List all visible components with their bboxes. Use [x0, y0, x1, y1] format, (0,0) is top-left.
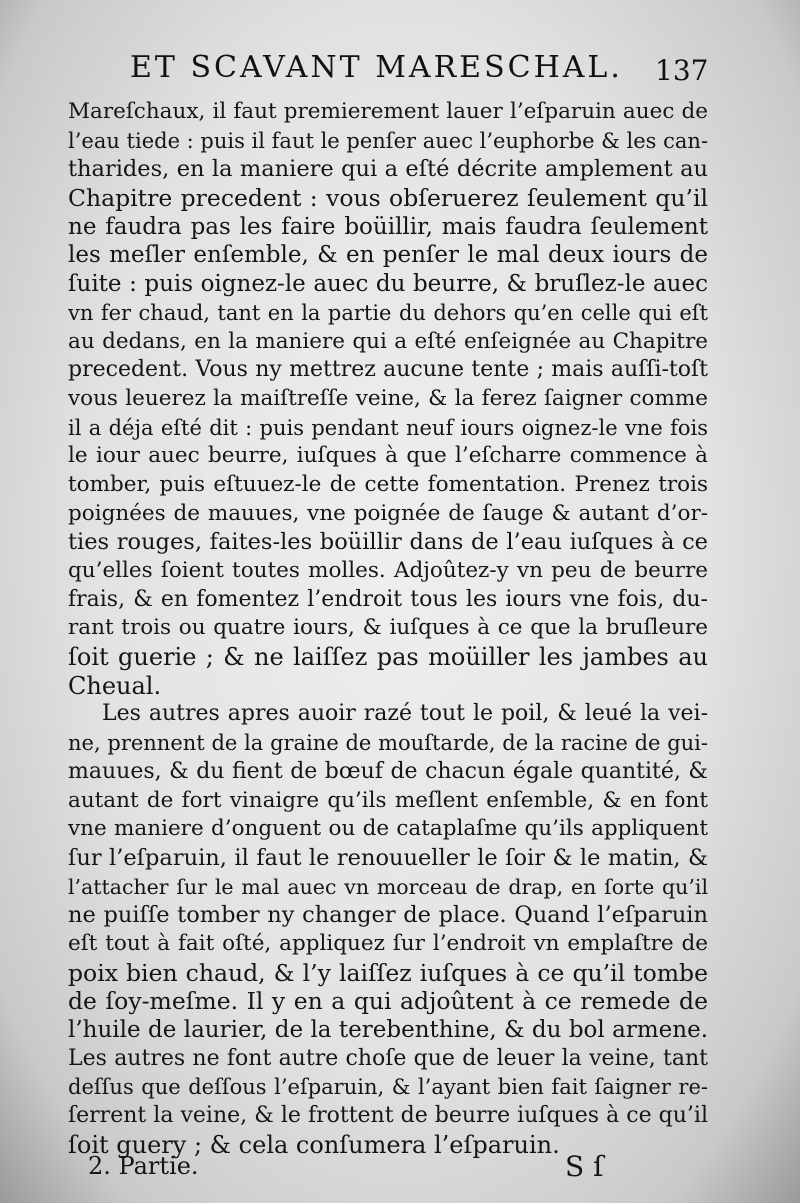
text-line: tharides, en la maniere qui a eſté décrite amplement au: [68, 156, 708, 183]
text-line: au dedans, en la maniere qui a eſté enſeignée au Chapitre: [68, 328, 708, 354]
text-line: ne puiſſe tomber ny changer de place. Quand l’eſparuin: [68, 902, 708, 929]
text-line: vous leuerez la maiſtreſſe veine, & la ferez ſaigner comme: [68, 385, 708, 411]
text-line: Cheual.: [68, 671, 162, 700]
page-header: [0, 50, 800, 90]
text-line: ſoit guerie ; & ne laiſſez pas moüiller les jambes au: [68, 643, 708, 672]
text-line: les meſler enſemble, & en penſer le mal deux iours de: [68, 242, 708, 269]
text-line: ne faudra pas les faire boüillir, mais faudra ſeulement: [68, 213, 708, 240]
text-line: frais, & en fomentez l’endroit tous les iours vne fois, du-: [68, 586, 708, 612]
text-line: ſerrent la veine, & le frottent de beurre iuſques à ce qu’il: [68, 1103, 708, 1129]
signature-mark: S ſ: [565, 1150, 604, 1183]
text-line: ſur l’eſparuin, il faut le renouueller le ſoir & le matin, &: [68, 844, 708, 871]
text-line: autant de fort vinaigre qu’ils meſlent enſemble, & en font: [68, 787, 708, 813]
text-line: le iour auec beurre, iuſques à que l’eſcharre commence à: [68, 443, 708, 469]
text-line: ſuite : puis oignez-le auec du beurre, & bruſlez-le auec: [68, 271, 708, 298]
text-line: ſoit guery ; & cela conſumera l’eſparuin.: [68, 1130, 560, 1159]
text-line: eſt tout à fait oſté, appliquez ſur l’endroit vn emplaſtre de: [68, 930, 708, 956]
text-line: mauues, & du fient de bœuf de chacun égale quantité, &: [68, 758, 708, 784]
text-line: vne maniere d’onguent ou de cataplaſme qu’ils appliquent: [68, 816, 708, 842]
text-line: ne, prennent de la graine de mouſtarde, de la racine de gui-: [68, 731, 708, 756]
text-line: l’eau tiede : puis il faut le penſer auec l’euphorbe & les can-: [68, 128, 708, 153]
part-signature: 2. Partie.: [88, 1152, 199, 1180]
body-text: [68, 98, 708, 1159]
page-number: 137: [655, 54, 709, 87]
text-line: vn fer chaud, tant en la partie du dehors qu’en celle qui eſt: [68, 300, 708, 325]
text-line: Mareſchaux, il faut premierement lauer l’eſparuin auec de: [68, 99, 708, 124]
text-line: ties rouges, faites-les boüillir dans de l’eau iuſques à ce: [68, 529, 708, 556]
text-line: Chapitre precedent : vous obſeruerez ſeulement qu’il: [68, 184, 708, 213]
text-line: Les autres ne font autre choſe que de leuer la veine, tant: [68, 1045, 708, 1071]
text-line: poignées de mauues, vne poignée de ſauge & autant d’or-: [68, 500, 708, 526]
text-line: precedent. Vous ny mettrez aucune tente ; mais auſſi-toſt: [68, 357, 708, 383]
text-line: rant trois ou quatre iours, & iuſques à ce que la bruſleure: [68, 615, 708, 641]
text-line: poix bien chaud, & l’y laiſſez iuſques à ce qu’il tombe: [68, 958, 708, 987]
text-line: l’huile de laurier, de la terebenthine, & du bol armene.: [68, 1017, 708, 1043]
paragraph-start-line: Les autres apres auoir razé tout le poil, & leué la vei-: [102, 701, 708, 727]
page-footer: [0, 1150, 800, 1190]
text-line: deſſus que deſſous l’eſparuin, & l’ayant bien fait ſaigner re-: [68, 1075, 708, 1100]
text-line: de ſoy-meſme. Il y en a qui adjoûtent à ce remede de: [68, 987, 708, 1016]
running-title: ET SCAVANT MARESCHAL.: [130, 50, 623, 85]
text-line: l’attacher ſur le mal auec vn morceau de drap, en ſorte qu’il: [68, 874, 708, 899]
text-line: qu’elles ſoient toutes molles. Adjoûtez-y vn peu de beurre: [68, 558, 708, 583]
text-line: tomber, puis eſtuuez-le de cette fomentation. Prenez trois: [68, 471, 708, 497]
text-line: il a déja eſté dit : puis pendant neuf iours oignez-le vne fois: [68, 415, 708, 440]
